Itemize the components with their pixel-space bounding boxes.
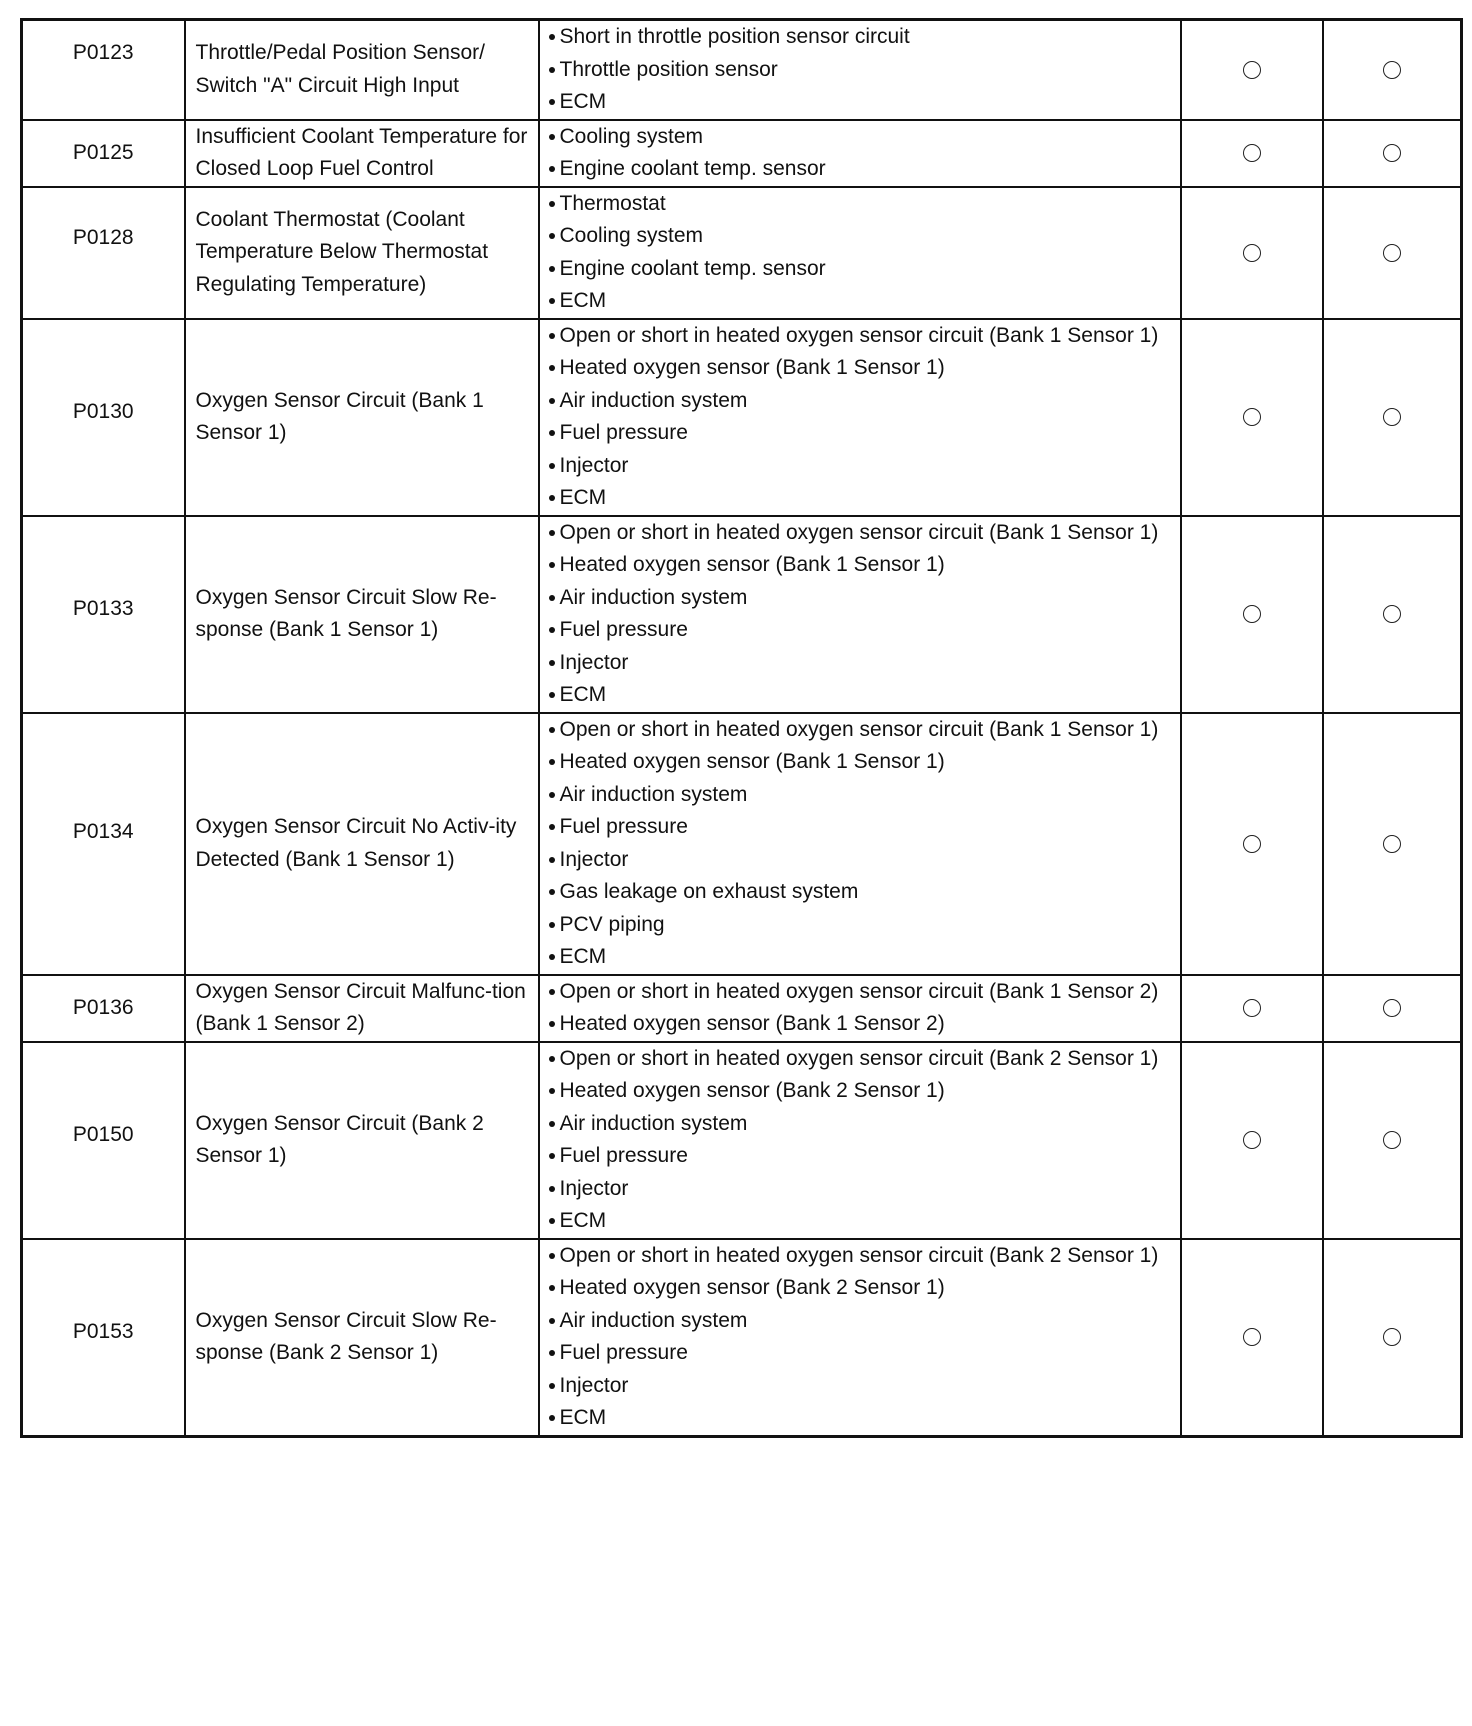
dtc-code-cell: [22, 1239, 185, 1437]
detection-item: Oxygen Sensor Circuit Slow Re-sponse (Bank 2 Sensor 1): [195, 1308, 497, 1364]
trouble-area-item: Fuel pressure: [548, 1337, 1174, 1370]
mark-cell-2: [1323, 975, 1462, 1042]
trouble-area-item: ECM: [548, 941, 1174, 974]
dtc-code: P0125: [72, 140, 134, 164]
trouble-area-item: Injector: [548, 844, 1174, 877]
detection-item: Oxygen Sensor Circuit (Bank 1 Sensor 1): [195, 388, 484, 444]
detection-item-cell: [185, 1239, 539, 1437]
circle-mark-icon: [1383, 1131, 1401, 1149]
table-row: [22, 319, 1462, 516]
dtc-code: P0133: [72, 596, 134, 620]
detection-item: Throttle/Pedal Position Sensor/ Switch "A" Circuit High Input: [195, 41, 485, 97]
circle-mark-icon: [1243, 999, 1261, 1017]
circle-mark-icon: [1383, 144, 1401, 162]
mark-cell-2: [1323, 20, 1462, 120]
trouble-area-item: Cooling system: [548, 121, 1174, 154]
trouble-area-cell: [539, 319, 1181, 516]
detection-item: Oxygen Sensor Circuit Slow Re-sponse (Bank 1 Sensor 1): [195, 585, 497, 641]
table-row: [22, 1239, 1462, 1437]
dtc-code-cell: [22, 120, 185, 187]
trouble-area-cell: [539, 975, 1181, 1042]
circle-mark-icon: [1243, 61, 1261, 79]
mark-cell-2: [1323, 187, 1462, 319]
trouble-area-item: Injector: [548, 1173, 1174, 1206]
dtc-code: P0123: [72, 41, 134, 64]
detection-item: Oxygen Sensor Circuit Malfunc-tion (Bank 1 Sensor 2): [195, 979, 526, 1035]
dtc-code: P0136: [72, 995, 134, 1019]
trouble-area-item: Heated oxygen sensor (Bank 1 Sensor 2): [548, 1008, 1174, 1041]
detection-item-cell: [185, 1042, 539, 1239]
trouble-area-cell: [539, 516, 1181, 713]
trouble-area-item: PCV piping: [548, 909, 1174, 942]
detection-item-cell: [185, 319, 539, 516]
detection-item-cell: [185, 975, 539, 1042]
dtc-code-cell: [22, 319, 185, 516]
mark-cell-2: [1323, 319, 1462, 516]
trouble-area-item: Thermostat: [548, 188, 1174, 221]
mark-cell-1: [1181, 713, 1323, 975]
trouble-area-cell: [539, 187, 1181, 319]
trouble-area-item: Open or short in heated oxygen sensor circuit (Bank 1 Sensor 1): [548, 320, 1174, 353]
circle-mark-icon: [1243, 605, 1261, 623]
trouble-area-item: Fuel pressure: [548, 614, 1174, 647]
dtc-code: P0134: [72, 819, 134, 843]
detection-item: Coolant Thermostat (Coolant Temperature Below Thermostat Regulating Temperature): [195, 207, 489, 296]
trouble-area-item: Engine coolant temp. sensor: [548, 253, 1174, 286]
trouble-area-item: Air induction system: [548, 582, 1174, 615]
trouble-area-item: Air induction system: [548, 385, 1174, 418]
trouble-area-item: Heated oxygen sensor (Bank 1 Sensor 1): [548, 352, 1174, 385]
trouble-area-item: Air induction system: [548, 1108, 1174, 1141]
trouble-area-item: ECM: [548, 86, 1174, 119]
mark-cell-1: [1181, 975, 1323, 1042]
trouble-area-item: Heated oxygen sensor (Bank 1 Sensor 1): [548, 549, 1174, 582]
circle-mark-icon: [1243, 144, 1261, 162]
trouble-area-item: Injector: [548, 450, 1174, 483]
detection-item: Oxygen Sensor Circuit No Activ-ity Detected (Bank 1 Sensor 1): [195, 815, 517, 871]
trouble-area-item: Throttle position sensor: [548, 54, 1174, 87]
dtc-code: P0130: [72, 399, 134, 423]
mark-cell-2: [1323, 713, 1462, 975]
trouble-area-item: Air induction system: [548, 779, 1174, 812]
detection-item: Insufficient Coolant Temperature for Closed Loop Fuel Control: [195, 124, 528, 180]
circle-mark-icon: [1383, 61, 1401, 79]
trouble-area-cell: [539, 120, 1181, 187]
trouble-area-item: Fuel pressure: [548, 811, 1174, 844]
trouble-area-item: ECM: [548, 1402, 1174, 1435]
dtc-code-cell: [22, 1042, 185, 1239]
table-row: [22, 713, 1462, 975]
trouble-area-item: Heated oxygen sensor (Bank 2 Sensor 1): [548, 1272, 1174, 1305]
trouble-area-item: Injector: [548, 1370, 1174, 1403]
trouble-area-list: [548, 188, 1174, 318]
trouble-area-list: [548, 1043, 1174, 1238]
table-row: [22, 120, 1462, 187]
circle-mark-icon: [1243, 835, 1261, 853]
trouble-area-list: [548, 1240, 1174, 1435]
trouble-area-list: [548, 976, 1174, 1041]
detection-item-cell: [185, 516, 539, 713]
mark-cell-1: [1181, 20, 1323, 120]
trouble-area-item: ECM: [548, 679, 1174, 712]
detection-item-cell: [185, 120, 539, 187]
dtc-code-cell: [22, 20, 185, 120]
mark-cell-2: [1323, 1239, 1462, 1437]
detection-item-cell: [185, 187, 539, 319]
trouble-area-item: Fuel pressure: [548, 1140, 1174, 1173]
trouble-area-cell: [539, 20, 1181, 120]
mark-cell-1: [1181, 187, 1323, 319]
trouble-area-cell: [539, 1239, 1181, 1437]
trouble-area-item: Heated oxygen sensor (Bank 1 Sensor 1): [548, 746, 1174, 779]
circle-mark-icon: [1383, 999, 1401, 1017]
dtc-code-cell: [22, 516, 185, 713]
trouble-area-list: [548, 714, 1174, 974]
trouble-area-item: Open or short in heated oxygen sensor circuit (Bank 1 Sensor 2): [548, 976, 1174, 1009]
trouble-area-list: [548, 320, 1174, 515]
dtc-code: P0153: [72, 1319, 134, 1343]
trouble-area-item: Engine coolant temp. sensor: [548, 153, 1174, 186]
mark-cell-1: [1181, 120, 1323, 187]
circle-mark-icon: [1243, 244, 1261, 262]
trouble-area-list: [548, 21, 1174, 119]
trouble-area-item: Cooling system: [548, 220, 1174, 253]
trouble-area-item: ECM: [548, 285, 1174, 318]
detection-item: Oxygen Sensor Circuit (Bank 2 Sensor 1): [195, 1111, 484, 1167]
dtc-code: P0128: [72, 225, 134, 249]
mark-cell-1: [1181, 516, 1323, 713]
mark-cell-1: [1181, 1239, 1323, 1437]
mark-cell-2: [1323, 120, 1462, 187]
trouble-area-item: Open or short in heated oxygen sensor circuit (Bank 2 Sensor 1): [548, 1240, 1174, 1273]
trouble-area-item: Fuel pressure: [548, 417, 1174, 450]
circle-mark-icon: [1383, 835, 1401, 853]
mark-cell-2: [1323, 516, 1462, 713]
mark-cell-2: [1323, 1042, 1462, 1239]
circle-mark-icon: [1243, 408, 1261, 426]
table-row: [22, 20, 1462, 120]
trouble-area-list: [548, 517, 1174, 712]
trouble-area-item: Open or short in heated oxygen sensor circuit (Bank 2 Sensor 1): [548, 1043, 1174, 1076]
circle-mark-icon: [1383, 1328, 1401, 1346]
trouble-area-item: ECM: [548, 482, 1174, 515]
circle-mark-icon: [1243, 1328, 1261, 1346]
dtc-code: P0150: [72, 1122, 134, 1146]
trouble-area-item: Open or short in heated oxygen sensor circuit (Bank 1 Sensor 1): [548, 714, 1174, 747]
dtc-code-cell: [22, 713, 185, 975]
circle-mark-icon: [1383, 408, 1401, 426]
detection-item-cell: [185, 713, 539, 975]
table-row: [22, 187, 1462, 319]
dtc-code-cell: [22, 975, 185, 1042]
mark-cell-1: [1181, 1042, 1323, 1239]
table-row: [22, 975, 1462, 1042]
mark-cell-1: [1181, 319, 1323, 516]
trouble-area-cell: [539, 1042, 1181, 1239]
table-row: [22, 1042, 1462, 1239]
trouble-area-item: Air induction system: [548, 1305, 1174, 1338]
circle-mark-icon: [1383, 244, 1401, 262]
detection-item-cell: [185, 20, 539, 120]
table-row: [22, 516, 1462, 713]
trouble-area-item: Gas leakage on exhaust system: [548, 876, 1174, 909]
circle-mark-icon: [1383, 605, 1401, 623]
trouble-area-item: Open or short in heated oxygen sensor circuit (Bank 1 Sensor 1): [548, 517, 1174, 550]
trouble-area-cell: [539, 713, 1181, 975]
dtc-table: [20, 18, 1463, 1438]
circle-mark-icon: [1243, 1131, 1261, 1149]
trouble-area-item: Short in throttle position sensor circuit: [548, 21, 1174, 54]
trouble-area-item: ECM: [548, 1205, 1174, 1238]
dtc-code-cell: [22, 187, 185, 319]
trouble-area-item: Injector: [548, 647, 1174, 680]
trouble-area-item: Heated oxygen sensor (Bank 2 Sensor 1): [548, 1075, 1174, 1108]
trouble-area-list: [548, 121, 1174, 186]
dtc-table-body: [22, 20, 1462, 1437]
